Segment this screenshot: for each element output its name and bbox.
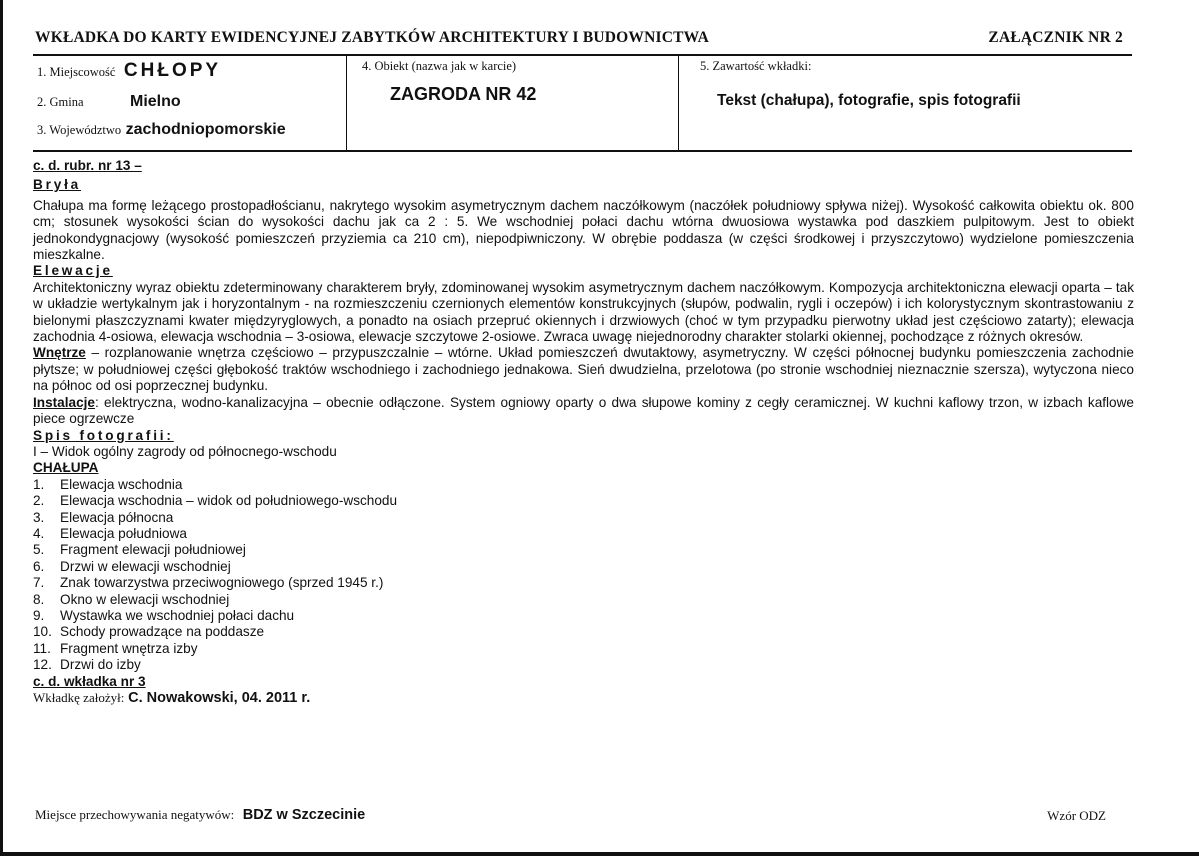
bryla-heading: Bryła bbox=[33, 177, 82, 193]
document-title: WKŁADKA DO KARTY EWIDENCYJNEJ ZABYTKÓW ARCHITEKTURY I BUDOWNICTWA bbox=[35, 29, 710, 46]
continued-insert: c. d. wkładka nr 3 bbox=[33, 673, 146, 689]
photo-item: 8. Okno w elewacji wschodniej bbox=[33, 591, 230, 607]
photo-item: 9. Wystawka we wschodniej połaci dachu bbox=[33, 607, 295, 623]
divider-2 bbox=[678, 56, 679, 150]
spis-heading: Spis fotografii: bbox=[33, 427, 174, 443]
contents-label: 5. Zawartość wkładki: bbox=[700, 59, 812, 73]
photo-item: 7. Znak towarzystwa przeciwogniowego (sprzed 1945 r.) bbox=[33, 575, 384, 591]
storage-label: Miejsce przechowywania negatywów: bbox=[35, 807, 235, 822]
elewacje-text: Architektoniczny wyraz obiektu zdeterminowany charakterem bryły, zdominowanej wysokim asymetrycznym dachem naczółkowym. Kompozycja architektoniczna elewacji oparta – tak w układzie wertykalnym jak i horyzontalnym - na rozmieszczeniu czernionych elementów konstrukcyjnych (słupów, podwalin, rygli i oczepów) i ich kolorystycznym skontrastowaniu z bielonymi płaszczyznami kwater międzyryglowych, a ponadto na osiach przepruć okiennych i drzwiowych (choć w tym przypadku pierwotny układ jest częściowo zatarty); elewacja zachodnia 4-osiowa, elewacja wschodnia – 3-osiowa, elewacje szczytowe 2-osiowe. Zwraca uwagę niejednorodny charakter stolarki okiennej, pochodzące z różnych okresów. bbox=[33, 279, 1134, 345]
photo-item: 10. Schody prowadzące na poddasze bbox=[33, 624, 265, 640]
author-line bbox=[33, 690, 1134, 706]
scan-edge-bottom bbox=[0, 852, 1199, 856]
commune-value: Mielno bbox=[129, 93, 181, 110]
wnetrze-text: – rozplanowanie wnętrza częściowo – przypuszczalnie – wtórne. Układ pomieszczeń dwutaktowy, asymetryczny. W części północnej budynku pomieszczenia zachodnie płytsze; w południowej części głębokość traktów wschodniego i zachodniego jednakowa. Sień dwudzielna, przelotowa (po stronie wschodniej nieznacznie szersza), wytyczona nieco na północ od osi poprzecznej budynku. bbox=[33, 345, 1134, 394]
instalacje-label: Instalacje bbox=[33, 394, 95, 410]
photo-item: 5. Fragment elewacji południowej bbox=[33, 542, 246, 558]
photo-item: 1. Elewacja wschodnia bbox=[33, 476, 183, 492]
attachment-number: ZAŁĄCZNIK NR 2 bbox=[988, 29, 1123, 46]
locality-field bbox=[37, 60, 221, 82]
document-body bbox=[33, 158, 1134, 706]
author-value: C. Nowakowski, 04. 2011 r. bbox=[128, 690, 311, 706]
divider-1 bbox=[346, 56, 347, 150]
chalupa-heading: CHAŁUPA bbox=[33, 460, 99, 476]
voivodeship-label: 3. Województwo bbox=[37, 123, 122, 137]
photo-item: 11. Fragment wnętrza izby bbox=[33, 640, 198, 656]
storage-line bbox=[35, 806, 365, 824]
voivodeship-field bbox=[37, 121, 286, 139]
storage-value: BDZ w Szczecinie bbox=[242, 807, 366, 823]
photo-item: 2. Elewacja wschodnia – widok od południowego-wschodu bbox=[33, 493, 398, 509]
contents-value: Tekst (chałupa), fotografie, spis fotografii bbox=[717, 92, 1021, 109]
photo-item: 12. Drzwi do izby bbox=[33, 657, 141, 673]
photo-item: 4. Elewacja południowa bbox=[33, 525, 187, 541]
author-label: Wkładkę założył: bbox=[33, 690, 125, 705]
photo-item: 6. Drzwi w elewacji wschodniej bbox=[33, 558, 231, 574]
instalacje-paragraph bbox=[33, 395, 1134, 428]
commune-field bbox=[37, 93, 181, 111]
bryla-text: Chałupa ma formę leżącego prostopadłościanu, nakrytego wysokim asymetrycznym dachem naczółkowym (naczółek południowy spływa niżej). Wysokość całkowita obiektu ok. 800 cm; stosunek wysokości ścian do wysokości dachu jak ca 2 : 5. We wschodniej połaci dachu wtórna dwuosiowa wystawka pod daszkiem pulpitowym. Jest to obiekt jednokondygnacjowy (wysokość pomieszczeń przyziemia ca 210 cm), niepodpiwniczony. W obrębie poddasza (w części środkowej i przyszczytowo) wydzielone pomieszczenia mieszkalne. bbox=[33, 197, 1134, 263]
scan-edge-left bbox=[0, 0, 3, 856]
template-mark: Wzór ODZ bbox=[1047, 808, 1106, 823]
rubric-continuation: c. d. rubr. nr 13 – bbox=[33, 158, 142, 173]
locality-label: 1. Miejscowość bbox=[37, 65, 116, 79]
locality-value: CHŁOPY bbox=[123, 60, 222, 81]
photo-item: 3. Elewacja północna bbox=[33, 509, 174, 525]
fields-box bbox=[33, 56, 1132, 152]
photo-general: I – Widok ogólny zagrody od północnego-wschodu bbox=[33, 443, 337, 459]
object-value: ZAGRODA NR 42 bbox=[390, 84, 537, 104]
object-label: 4. Obiekt (nazwa jak w karcie) bbox=[362, 59, 517, 73]
elewacje-heading: Elewacje bbox=[33, 263, 113, 279]
wnetrze-label: Wnętrze bbox=[33, 345, 86, 361]
wnetrze-paragraph bbox=[33, 345, 1134, 394]
commune-label: 2. Gmina bbox=[37, 95, 84, 109]
photo-list bbox=[33, 477, 1134, 674]
instalacje-text: : elektryczna, wodno-kanalizacyjna – obecnie odłączone. System ogniowy oparty o dwa słupowe kominy z cegły ceramicznej. W kuchni kaflowy trzon, w izbach kaflowe piece ogrzewcze bbox=[33, 394, 1134, 427]
voivodeship-value: zachodniopomorskie bbox=[125, 121, 286, 138]
